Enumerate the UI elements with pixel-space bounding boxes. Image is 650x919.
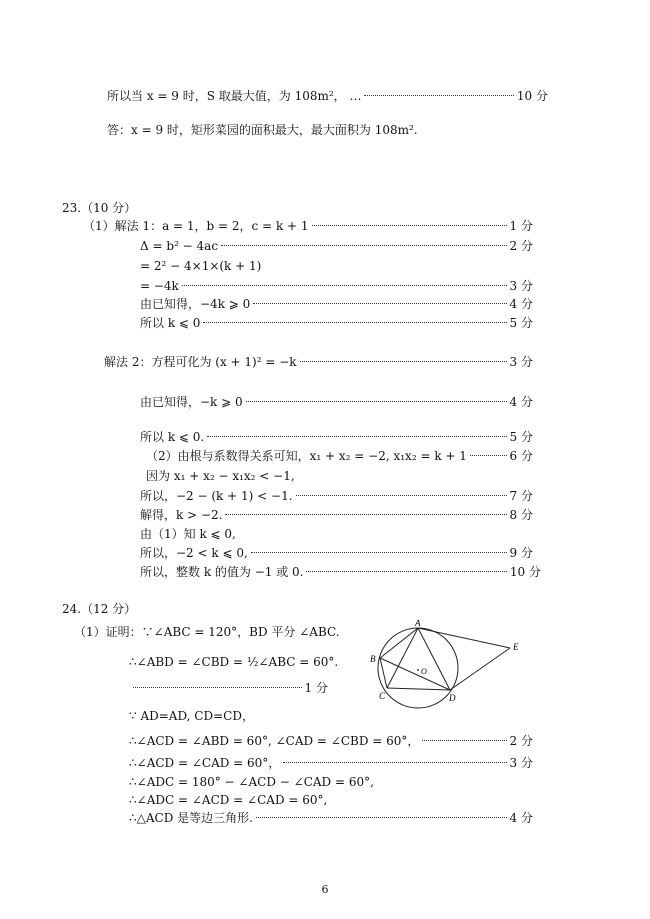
step-text: 所以，整数 k 的值为 −1 或 0. [140,565,304,579]
step-row [140,429,533,445]
dot-leader [225,514,506,515]
step-text: 所以，−2 < k ⩽ 0, [140,546,248,560]
dot-leader [296,495,507,496]
score: 4 分 [509,395,533,409]
dot-leader [300,361,507,362]
label-d: D [449,693,456,703]
score: 2 分 [509,239,533,253]
step-row [140,507,533,523]
step-text: ∴△ACD 是等边三角形. [129,811,253,825]
geometry-figure [368,620,528,710]
dot-leader [283,762,506,763]
label-c: C [379,691,386,701]
step-text: ∴∠ACD = ∠ABD = 60°, ∠CAD = ∠CBD = 60°， [129,734,420,748]
segment-cd [387,688,450,690]
step-text: 解法 2：方程可化为 (x + 1)² = −k [104,355,297,369]
step-text: ∴∠ADC = ∠ACD = ∠CAD = 60°, [129,793,328,807]
circle-o [378,628,458,708]
dot-leader [251,552,507,553]
dot-leader [133,687,302,688]
step-text: （1）解法 1：a = 1，b = 2，c = k + 1 [83,219,309,233]
dot-leader [203,322,506,323]
dot-leader [246,401,507,402]
score: 4 分 [509,811,533,825]
score: 6 分 [509,449,533,463]
label-e: E [513,642,519,652]
answer-line: 答：x = 9 时，矩形菜园的面积最大，最大面积为 108m². [107,123,418,137]
step-row [104,354,533,370]
step-row [83,218,533,234]
segment-de [450,648,510,690]
step-row [129,733,533,749]
score: 5 分 [509,316,533,330]
score: 8 分 [509,508,533,522]
score: 3 分 [509,756,533,770]
dot-leader [253,303,506,304]
step-text: = −4k [140,279,179,293]
step-row [146,448,533,464]
step-text: = 2² − 4×1×(k + 1) [140,259,262,273]
segment-ae [418,628,510,648]
label-a: A [415,620,421,628]
step-text: ∴∠ABD = ∠CBD = ½∠ABC = 60°. [129,655,339,669]
dot-leader [364,95,513,96]
step-text: 由已知得，−4k ⩾ 0 [140,297,251,311]
label-b: B [370,654,376,664]
step-text: （2）由根与系数得关系可知，x₁ + x₂ = −2, x₁x₂ = k + 1 [146,449,467,463]
dot-leader [207,436,506,437]
step-text: ∴∠ACD = ∠CAD = 60°， [129,756,281,770]
step-text: 因为 x₁ + x₂ − x₁x₂ < −1, [146,469,295,483]
segment-ad [418,628,450,690]
page-number: 6 [321,883,329,896]
center-dot [417,669,419,671]
step-row [140,238,533,254]
step-row [133,680,328,696]
dot-leader [312,225,507,226]
line-text: 所以当 x = 9 时，S 取最大值，为 108m²， … [107,89,362,103]
step-row [140,394,533,410]
segment-ac [387,628,418,688]
score: 5 分 [509,430,533,444]
dot-leader [306,571,506,572]
step-text: 所以 k ⩽ 0. [140,430,205,444]
score: 4 分 [509,297,533,311]
question-24-heading: 24.（12 分） [62,602,137,616]
dot-leader [221,245,507,246]
dot-leader [256,817,507,818]
step-text: 所以，−2 − (k + 1) < −1. [140,489,293,503]
score: 2 分 [509,734,533,748]
step-text: ∴∠ADC = 180° − ∠ACD − ∠CAD = 60°, [129,775,374,789]
step-row [129,810,533,826]
score: 3 分 [509,355,533,369]
step-text: ∵ AD=AD, CD=CD， [129,709,254,723]
dot-leader [182,285,507,286]
step-text: 由（1）知 k ⩽ 0, [140,527,236,541]
step-text: Δ = b² − 4ac [140,239,219,253]
question-23-heading: 23.（10 分） [62,201,137,215]
score: 1 分 [304,681,328,695]
score: 9 分 [509,546,533,560]
dot-leader [422,740,506,741]
step-row [140,296,533,312]
dot-leader [470,455,507,456]
step-row [140,488,533,504]
step-text: （1）证明：∵∠ABC = 120°，BD 平分 ∠ABC. [74,625,340,639]
step-row [129,755,533,771]
score: 10 分 [516,89,548,103]
score: 7 分 [509,489,533,503]
score: 3 分 [509,279,533,293]
step-row [140,278,533,294]
step-row [140,315,533,331]
step-text: 由已知得，−k ⩾ 0 [140,395,243,409]
score: 1 分 [509,219,533,233]
step-row [140,545,533,561]
line-max-area [107,88,548,104]
segment-bd [380,658,450,690]
step-text: 解得，k > −2. [140,508,223,522]
step-row [140,564,541,580]
step-text: 所以 k ⩽ 0 [140,316,201,330]
label-o: O [421,667,427,676]
score: 10 分 [509,565,541,579]
